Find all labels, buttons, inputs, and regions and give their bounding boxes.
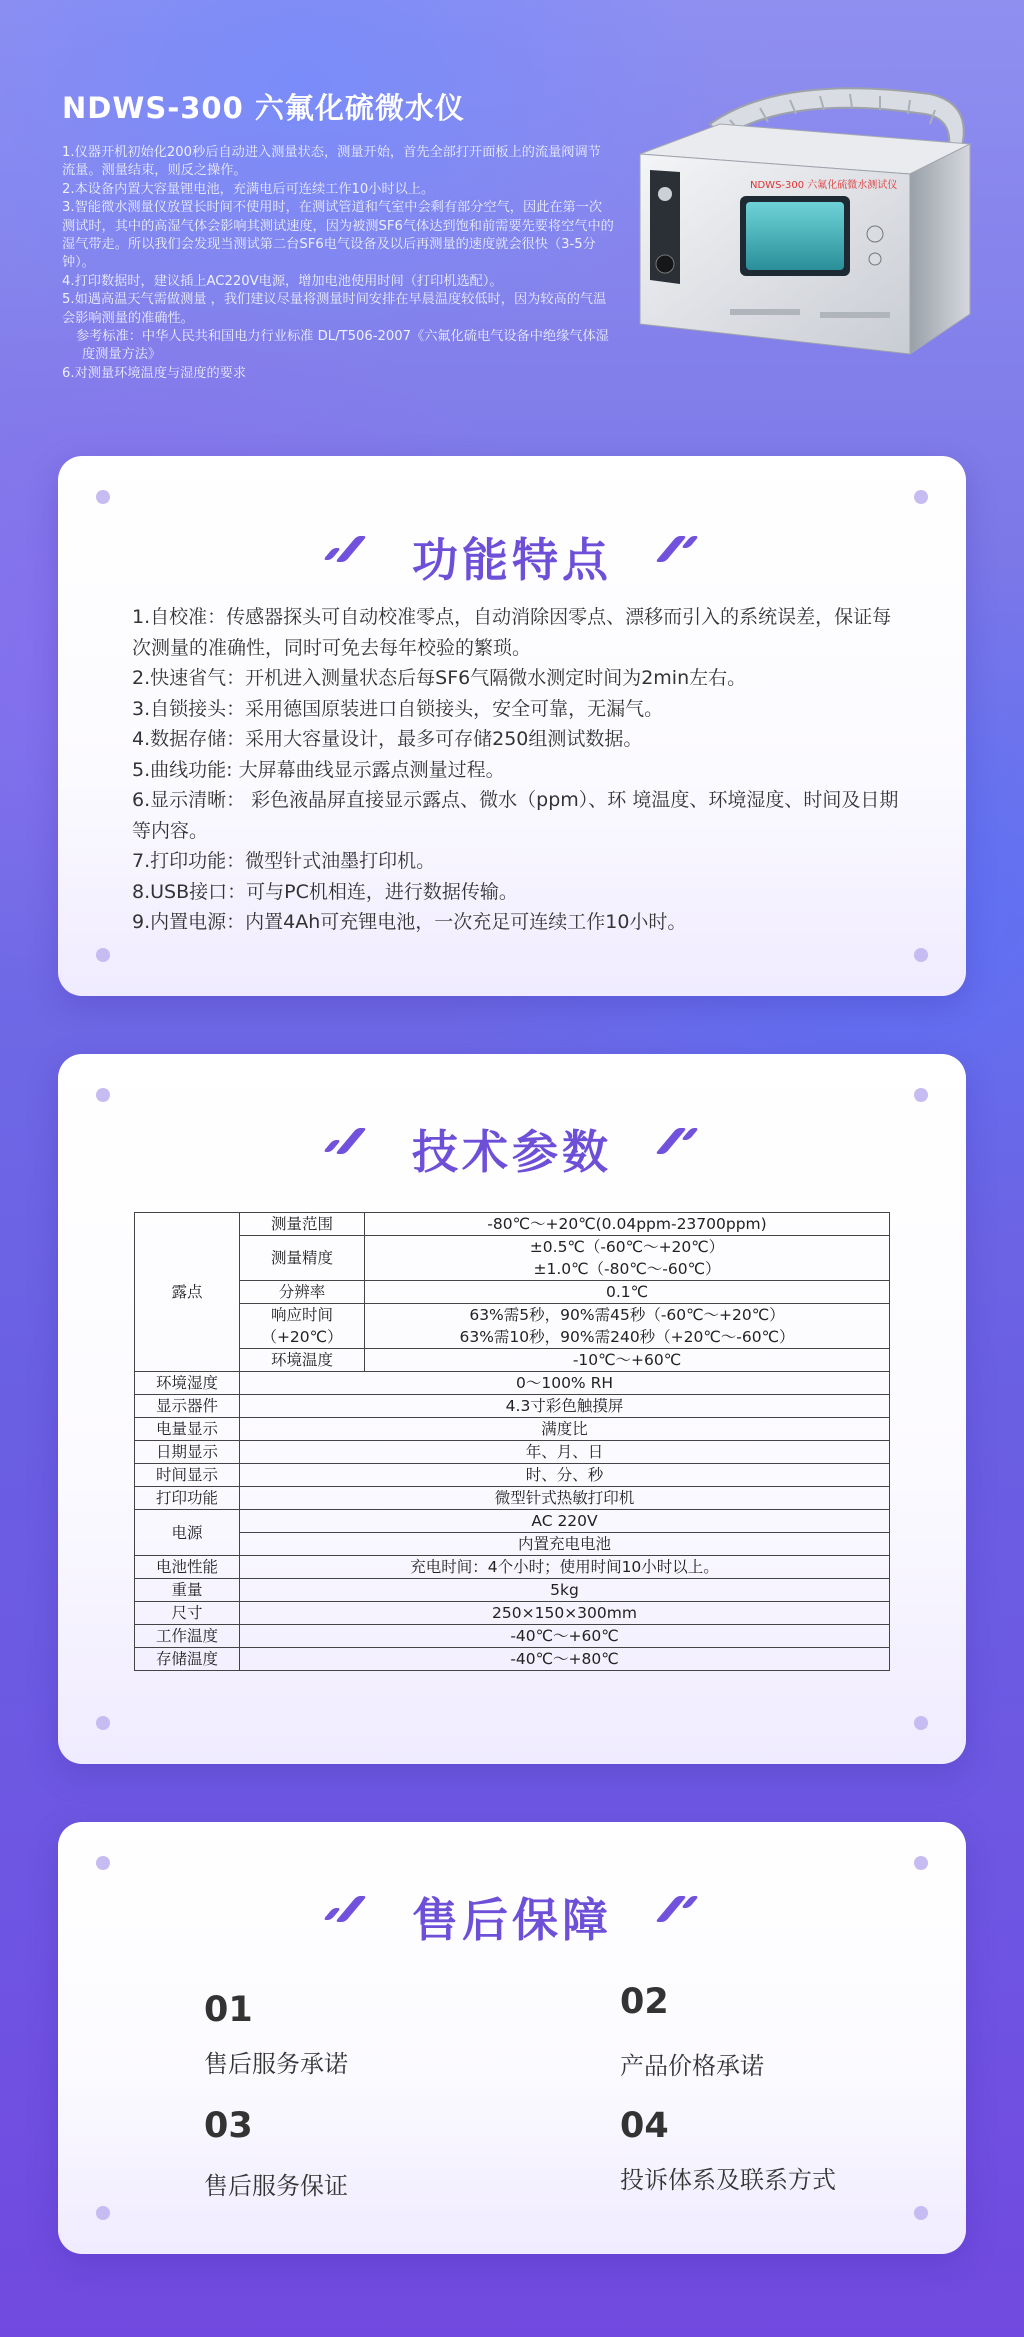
table-row (135, 1236, 890, 1281)
spec-value: 63%需5秒，90%需45秒（-60℃～+20℃） 63%需10秒，90%需240秒（+20℃～-60℃） (365, 1304, 890, 1349)
service-card (58, 1822, 966, 2254)
slash-decoration-icon (656, 534, 706, 564)
table-row (135, 1602, 890, 1625)
spec-value: 满度比 (240, 1418, 890, 1441)
service-label: 产品价格承诺 (620, 2052, 764, 2080)
usage-note: 3.智能微水测量仪放置长时间不使用时，在测试管道和气室中会剩有部分空气，因此在第一次测试时，其中的高湿气体会影响其测试速度，因为被测SF6气体达到饱和前需要先要将空气中的湿气带走。所以我们会发现当测试第二台SF6电气设备及以后再测量的速度就会很快（3-5分钟）。 (62, 200, 614, 271)
table-row (135, 1441, 890, 1464)
features-title: 功能特点 (412, 533, 612, 587)
service-label: 售后服务承诺 (204, 2050, 348, 2078)
feature-item: 6.显示清晰： 彩色液晶屏直接显示露点、微水（ppm）、环 境温度、环境湿度、时间及日期等内容。 (132, 789, 899, 842)
spec-value: -40℃～+60℃ (240, 1625, 890, 1648)
spec-name: 测量范围 (240, 1213, 365, 1236)
device-label: NDWS-300 六氟化硫微水测试仪 (750, 180, 898, 191)
feature-item: 7.打印功能：微型针式油墨打印机。 (132, 850, 436, 872)
usage-note: 4.打印数据时，建议插上AC220V电源，增加电池使用时间（打印机选配）。 (62, 273, 503, 289)
corner-dot (96, 1856, 110, 1870)
spec-name: 电池性能 (135, 1556, 240, 1579)
spec-value: -10℃～+60℃ (365, 1349, 890, 1372)
spec-value: 4.3寸彩色触摸屏 (240, 1395, 890, 1418)
service-number: 04 (620, 2106, 669, 2146)
corner-dot (914, 948, 928, 962)
table-row (135, 1372, 890, 1395)
spec-name: 时间显示 (135, 1464, 240, 1487)
spec-name: 响应时间 （+20℃） (240, 1304, 365, 1349)
corner-dot (96, 1716, 110, 1730)
corner-dot (914, 490, 928, 504)
feature-list (132, 602, 904, 938)
corner-dot (914, 1088, 928, 1102)
product-title: NDWS-300 六氟化硫微水仪 (62, 91, 465, 125)
feature-item: 8.USB接口：可与PC机相连，进行数据传输。 (132, 880, 518, 903)
spec-name: 尺寸 (135, 1602, 240, 1625)
table-row (135, 1281, 890, 1304)
spec-value: -40℃～+80℃ (240, 1648, 890, 1671)
spec-value: 5kg (240, 1579, 890, 1602)
device-image (630, 84, 980, 374)
spec-name: 环境温度 (240, 1349, 365, 1372)
spec-value: 充电时间：4个小时；使用时间10小时以上。 (240, 1556, 890, 1579)
feature-item: 9.内置电源：内置4Ah可充锂电池，一次充足可连续工作10小时。 (132, 911, 687, 933)
spec-value: 内置充电电池 (240, 1533, 890, 1556)
spec-value: -80℃～+20℃(0.04ppm-23700ppm) (365, 1213, 890, 1236)
spec-name: 显示器件 (135, 1395, 240, 1418)
spec-value: 0.1℃ (365, 1281, 890, 1304)
spec-name: 重量 (135, 1579, 240, 1602)
spec-name: 测量精度 (240, 1236, 365, 1281)
spec-name: 打印功能 (135, 1487, 240, 1510)
spec-name: 电量显示 (135, 1418, 240, 1441)
spec-name: 分辨率 (240, 1281, 365, 1304)
service-title: 售后保障 (412, 1893, 612, 1947)
service-number: 03 (204, 2106, 253, 2146)
usage-note: 1.仪器开机初始化200秒后自动进入测量状态，测量开始，首先全部打开面板上的流量阀调节流量。测量结束，则反之操作。 (62, 145, 601, 179)
corner-dot (96, 490, 110, 504)
spec-name: 存储温度 (135, 1648, 240, 1671)
spec-value: 微型针式热敏打印机 (240, 1487, 890, 1510)
table-row (135, 1625, 890, 1648)
specs-title: 技术参数 (412, 1125, 612, 1179)
spec-table (134, 1212, 890, 1671)
spec-value: ±0.5℃（-60℃～+20℃） ±1.0℃（-80℃～-60℃） (365, 1236, 890, 1281)
specs-card (58, 1054, 966, 1764)
usage-note: 6.对测量环境温度与湿度的要求 (62, 365, 247, 381)
table-row (135, 1418, 890, 1441)
corner-dot (914, 1716, 928, 1730)
corner-dot (96, 1088, 110, 1102)
spec-value: 250×150×300mm (240, 1602, 890, 1625)
feature-item: 2.快速省气：开机进入测量状态后每SF6气隔微水测定时间为2min左右。 (132, 667, 747, 689)
feature-item: 4.数据存储：采用大容量设计，最多可存储250组测试数据。 (132, 728, 643, 750)
service-number: 01 (204, 1990, 253, 2030)
corner-dot (914, 1856, 928, 1870)
hero-section (0, 0, 1024, 440)
features-card (58, 456, 966, 996)
usage-note: 参考标准：中华人民共和国电力行业标准 DL/T506-2007《六氟化硫电气设备中绝缘气体湿度测量方法》 (76, 329, 609, 363)
table-row (135, 1510, 890, 1533)
spec-value: AC 220V (240, 1510, 890, 1533)
usage-note: 5.如遇高温天气需做测量 ，我们建议尽量将测量时间安排在早晨温度较低时，因为较高的气温会影响测量的准确性。 (62, 292, 607, 326)
spec-group-label: 露点 (135, 1213, 240, 1372)
table-row (135, 1533, 890, 1556)
table-row (135, 1556, 890, 1579)
feature-item: 3.自锁接头：采用德国原装进口自锁接头，安全可靠，无漏气。 (132, 697, 664, 720)
slash-decoration-icon (656, 1894, 706, 1924)
spec-value: 年、月、日 (240, 1441, 890, 1464)
spec-name: 环境湿度 (135, 1372, 240, 1395)
usage-notes (62, 144, 614, 383)
table-row (135, 1579, 890, 1602)
usage-note: 2.本设备内置大容量锂电池，充满电后可连续工作10小时以上。 (62, 181, 435, 197)
corner-dot (96, 948, 110, 962)
feature-item: 5.曲线功能: 大屏幕曲线显示露点测量过程。 (132, 758, 505, 781)
feature-item: 1.自校准：传感器探头可自动校准零点，自动消除因零点、漂移而引入的系统误差，保证每次测量的准确性，同时可免去每年校验的繁琐。 (132, 606, 892, 659)
table-row (135, 1648, 890, 1671)
spec-value: 时、分、秒 (240, 1464, 890, 1487)
table-row (135, 1487, 890, 1510)
spec-name: 工作温度 (135, 1625, 240, 1648)
table-row (135, 1349, 890, 1372)
table-row (135, 1464, 890, 1487)
corner-dot (914, 2206, 928, 2220)
table-row (135, 1304, 890, 1349)
table-row (135, 1213, 890, 1236)
service-label: 投诉体系及联系方式 (620, 2166, 836, 2194)
service-label: 售后服务保证 (204, 2172, 348, 2200)
table-row (135, 1395, 890, 1418)
spec-name: 电源 (135, 1510, 240, 1556)
service-number: 02 (620, 1982, 669, 2022)
corner-dot (96, 2206, 110, 2220)
spec-value: 0～100% RH (240, 1372, 890, 1395)
slash-decoration-icon (656, 1126, 706, 1156)
spec-name: 日期显示 (135, 1441, 240, 1464)
